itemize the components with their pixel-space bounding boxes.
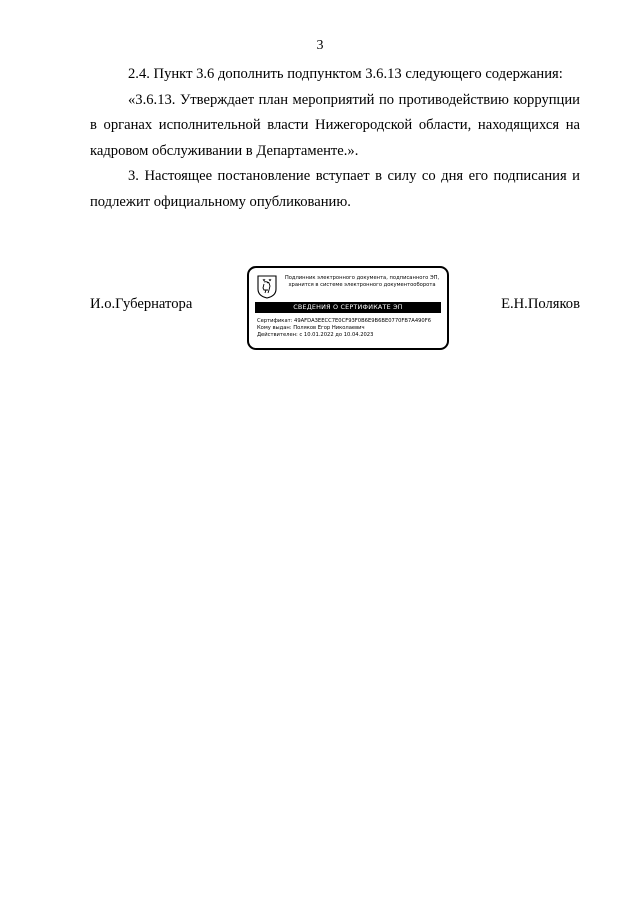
certificate-number: Сертификат: 49AFDA3EECC7E0CF93F0B6E9B6BE0770FB7A490F6 <box>257 318 432 324</box>
paragraph-3: 3. Настоящее постановление вступает в силу со дня его подписания и подлежит официальному опубликованию. <box>90 168 580 210</box>
coat-of-arms-icon <box>257 275 277 299</box>
stamp-header-line-2: хранится в системе электронного документооборота <box>288 281 436 288</box>
signer-name: Е.Н.Поляков <box>501 296 580 312</box>
stamp-header <box>281 275 443 288</box>
certificate-validity: Действителен: с 10.01.2022 до 10.04.2023 <box>257 331 374 338</box>
document-body <box>90 62 580 215</box>
page-number: 3 <box>316 38 324 53</box>
electronic-signature-stamp <box>247 266 449 350</box>
signer-position: И.о.Губернатора <box>90 296 193 312</box>
stamp-certificate-bar: СВЕДЕНИЯ О СЕРТИФИКАТЕ ЭП <box>255 302 441 313</box>
paragraph-2-4: 2.4. Пункт 3.6 дополнить подпунктом 3.6.13 следующего содержания: <box>128 66 563 82</box>
paragraph-3-6-13: «3.6.13. Утверждает план мероприятий по противодействию коррупции в органах исполнительной власти Нижегородской области, находящихся на кадровом обслуживании в Департаменте.». <box>90 91 580 159</box>
signature-block <box>90 266 580 352</box>
certificate-owner: Кому выдан: Поляков Егор Николаевич <box>257 324 365 331</box>
stamp-header-line-1: Подлинник электронного документа, подписанного ЭП, <box>284 275 440 281</box>
stamp-details <box>257 318 445 338</box>
